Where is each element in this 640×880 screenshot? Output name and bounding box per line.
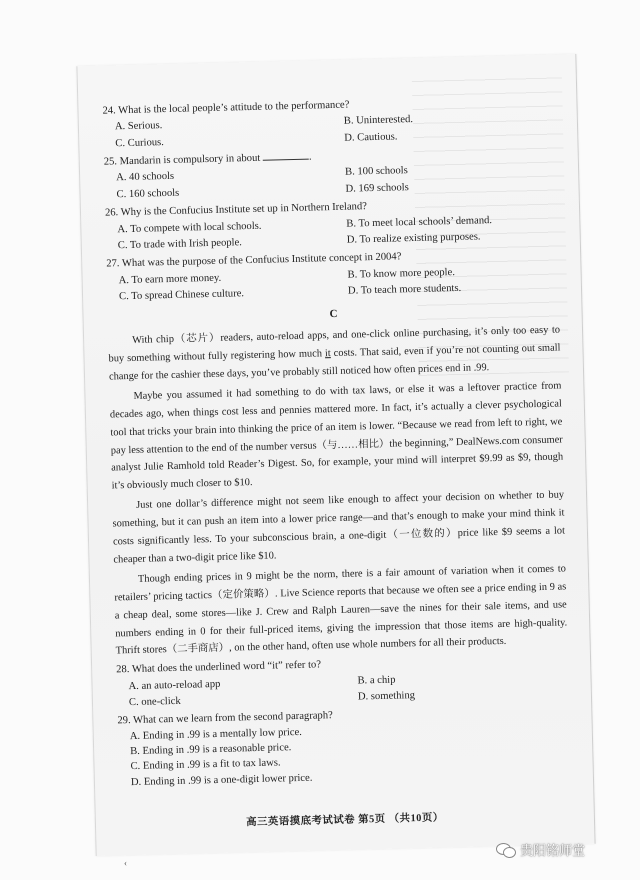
passage-paragraph-1 (108, 322, 561, 387)
question-29 (117, 703, 571, 791)
question-27 (106, 246, 559, 305)
option-b: B. a chip (357, 674, 396, 687)
scan-speck: ‹ (124, 858, 127, 868)
stem-text: 28. What does the underlined word “ (116, 660, 273, 676)
paragraph-text: costs. That said, even if you’re not counting out small change for the cashier these days, you’ve probably still noticed how often prices end in .99. (108, 342, 561, 383)
stem-word: it (272, 660, 279, 672)
question-26 (105, 195, 558, 254)
stem-text: 25. Mandarin is compulsory in about (103, 152, 261, 168)
page-content (102, 93, 571, 794)
question-stem: 24. What is the local people’s attitude to the performance? (102, 99, 350, 117)
option-c: C. one-click (128, 695, 181, 709)
wechat-icon (496, 842, 516, 858)
watermark-text: 贵阳铭师堂 (520, 844, 586, 859)
option-b: B. To know more people. (347, 266, 456, 281)
question-stem: 26. Why is the Confucius Institute set up in Northern Ireland? (104, 201, 368, 219)
option-a: A. 40 schools (116, 171, 175, 184)
question-24 (102, 93, 555, 152)
option-b: B. 100 schools (344, 165, 408, 179)
option-a: A. Serious. (114, 120, 163, 133)
option-c: C. Ending in .99 is a fit to tax laws. (130, 757, 281, 773)
options (118, 718, 571, 790)
passage-paragraph-3: Just one dollar’s difference might not seem like enough to affect your decision on whether to buy something, but it can push an item into a lower price range—and that’s enough to make your mind think it costs significantly less. To your subconscious brain, a one-digit（一位数的）price like $9 seems a lot cheaper than a two-digit price like $10. (112, 489, 566, 566)
option-d: D. Ending in .99 is a one-digit lower price. (130, 772, 313, 788)
page-footer: 高三英语摸底考试试卷 第5页 （共10页） (246, 812, 444, 829)
option-b: B. To meet local schools’ demand. (346, 214, 493, 230)
option-d: D. Cautious. (344, 131, 398, 144)
paragraph-text: With chip（芯片）readers, auto-reload apps, and one-click online purchasing, it’s only too easy to buy something without fully registering how much (108, 324, 561, 365)
passage-paragraph-4: Though ending prices in 9 might be the norm, there is a fair amount of variation when it comes to retailers’ pricing tactics（定价策略）. Live Science reports that because we often see a price ending in 9 as a cheap deal, some stores—like J. Crew and Ralph Lauren—save the nines for their sale items, and use numbers ending in 0 for their full-priced items, giving the impression that those items are high-quality. Thrift stores（二手商店）, on the other hand, often use whole numbers for all their products. (114, 563, 568, 657)
watermark (496, 840, 585, 859)
stem-end: . (308, 151, 312, 163)
option-d: D. To realize existing purposes. (346, 231, 481, 246)
passage-paragraph-2: Maybe you assumed it had something to do with tax laws, or else it was a leftover practice from decades ago, when things cost less and pennies mattered more. In fact, it’s actually a clever psychological tool that tricks your brain into thinking the price of an item is lower. “Because we read from left to right, we pay less attention to the end of the number versus（与……相比）the beginning,” DealNews.com consumer analyst Julie Ramhold told Reader’s Digest. So, for example, your mind will interpret $9.99 as $9, though it’s obviously much closer to $10. (109, 380, 564, 492)
option-d: D. something (357, 690, 416, 703)
option-d: D. To teach more students. (347, 282, 462, 297)
option-d: D. 169 schools (345, 181, 409, 195)
question-28 (116, 652, 569, 711)
answer-blank (263, 150, 309, 161)
exam-page (76, 54, 595, 856)
option-c: C. Curious. (115, 136, 165, 150)
stem-end: ” refer to? (277, 659, 322, 672)
underlined-word: it (324, 348, 331, 360)
option-c: C. To trade with Irish people. (117, 237, 243, 252)
option-b: B. Uninterested. (343, 114, 414, 128)
question-stem: 27. What was the purpose of the Confucius Institute concept in 2004? (106, 251, 402, 270)
question-25 (104, 144, 557, 203)
option-a: A. an auto-reload app (128, 678, 221, 692)
option-a: A. Ending in .99 is a mentally low price. (129, 726, 303, 742)
question-stem: 29. What can we learn from the second paragraph? (117, 710, 333, 727)
option-a: A. To compete with local schools. (117, 220, 262, 235)
option-c: C. 160 schools (116, 187, 180, 201)
option-a: A. To earn more money. (118, 272, 222, 286)
option-c: C. To spread Chinese culture. (118, 288, 245, 303)
option-b: B. Ending in .99 is a reasonable price. (130, 742, 292, 758)
section-heading: C (329, 308, 338, 321)
